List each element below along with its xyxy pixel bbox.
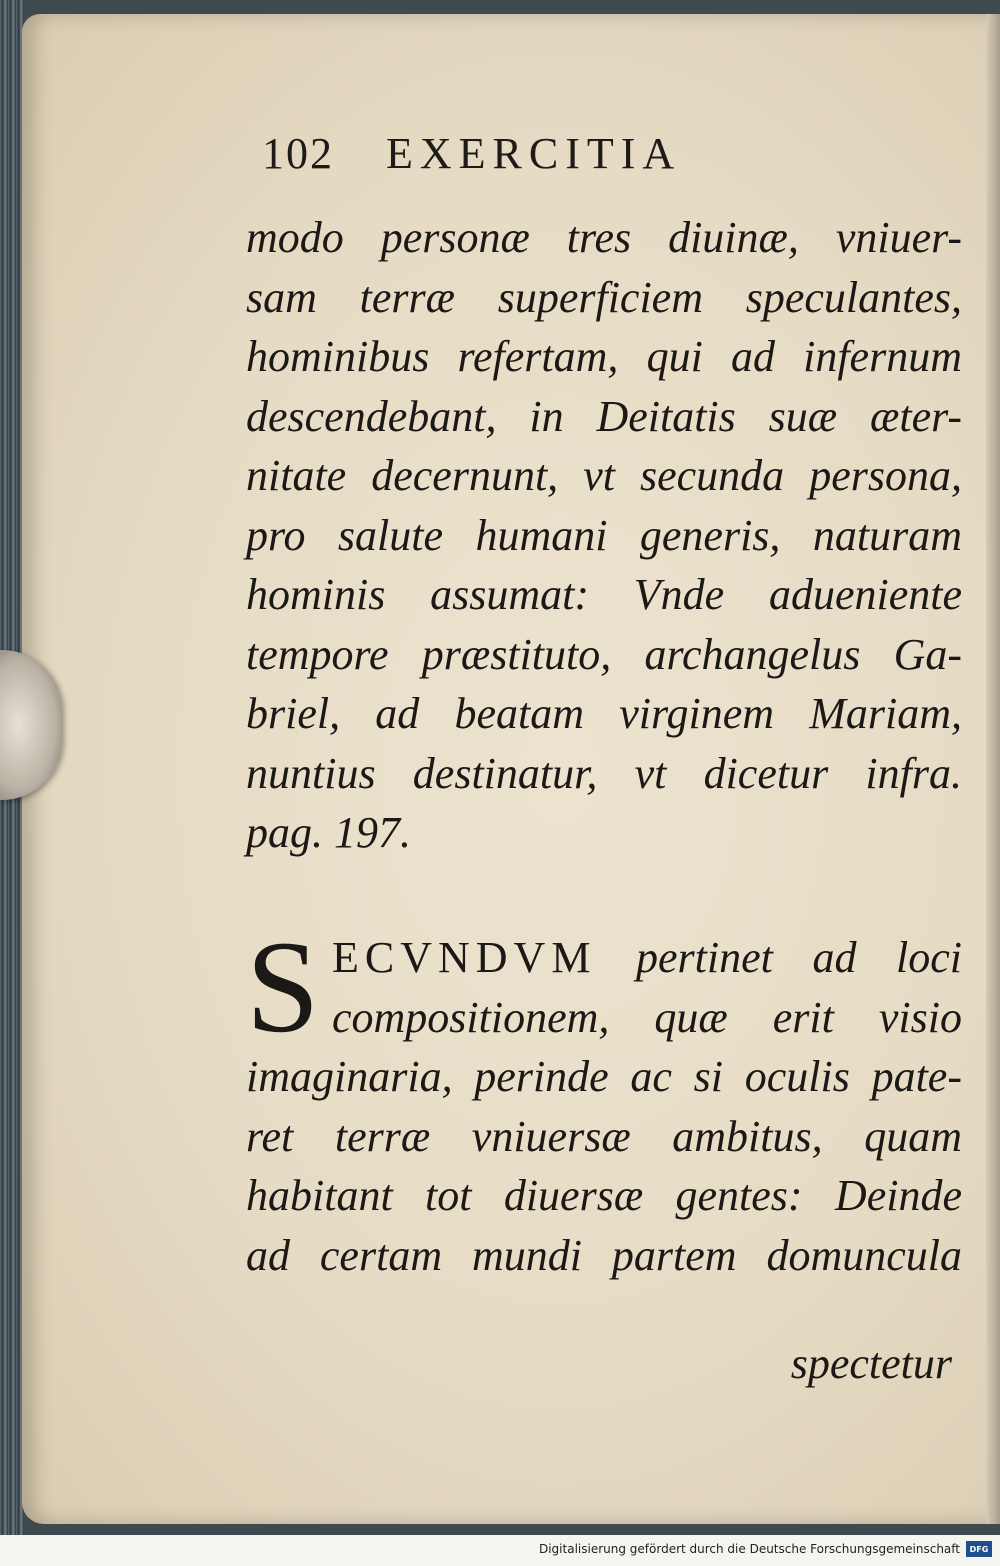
text-line: tempore præstituto, archangelus Ga- xyxy=(246,629,962,679)
page-number: 102 xyxy=(262,129,334,178)
dfg-logo-icon: DFG xyxy=(966,1541,992,1557)
text-line: sam terræ superficiem speculantes, xyxy=(246,272,962,322)
text-line: compositionem, quæ erit visio xyxy=(332,992,962,1042)
text-line: pag. 197. xyxy=(246,808,411,857)
funding-credit: Digitalisierung gefördert durch die Deutsche Forschungsgemeinschaft xyxy=(538,1542,960,1556)
paragraph-1 xyxy=(246,208,962,863)
running-header xyxy=(262,128,681,179)
text-line: descendebant, in Deitatis suæ æter- xyxy=(246,391,962,441)
small-caps-word: ECVNDVM xyxy=(332,933,597,982)
running-title: EXERCITIA xyxy=(386,129,682,178)
text-line: modo personæ tres diuinæ, vniuer- xyxy=(246,213,962,262)
footer-bar xyxy=(0,1535,1000,1566)
paragraph-2 xyxy=(246,913,963,1285)
text-line: pro salute humani generis, naturam xyxy=(246,510,962,560)
text-line: nitate decernunt, vt secunda persona, xyxy=(246,451,962,500)
text-line: imaginaria, perinde ac si oculis pate- xyxy=(246,1052,962,1101)
text-fragment: pertinet ad loci xyxy=(636,933,963,982)
text-line: ad certam mundi partem domuncula xyxy=(246,1230,962,1280)
drop-cap: S xyxy=(246,913,320,1060)
text-line: briel, ad beatam virginem Mariam, xyxy=(246,689,962,738)
text-line: ret terræ vniuersæ ambitus, quam xyxy=(246,1111,962,1161)
text-line: nuntius destinatur, vt dicetur infra. xyxy=(246,748,962,798)
text-line: hominibus refertam, qui ad infernum xyxy=(246,332,962,381)
text-line xyxy=(246,928,962,988)
text-line: habitant tot diuersæ gentes: Deinde xyxy=(246,1171,962,1220)
catchword: spectetur xyxy=(790,1339,952,1388)
page-edge xyxy=(986,14,1000,1524)
text-line: hominis assumat: Vnde adueniente xyxy=(246,570,962,619)
